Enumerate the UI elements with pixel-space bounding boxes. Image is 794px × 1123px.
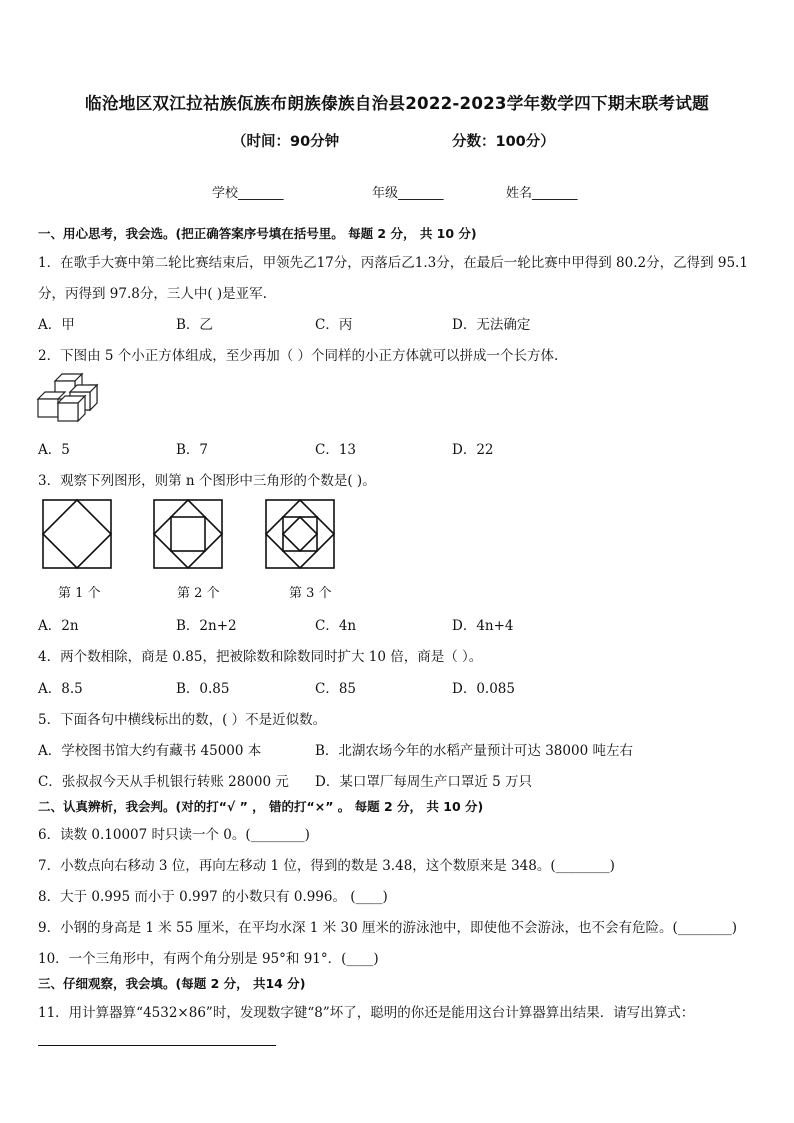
q4-text: 4．两个数相除，商是 0.85，把被除数和除数同时扩大 10 倍，商是（ ）。 (38, 649, 483, 665)
pattern-figure-2 (153, 499, 223, 569)
q7-text: 7．小数点向右移动 3 位，再向左移动 1 位，得到的数是 3.48，这个数原来是 348。(________) (38, 858, 615, 874)
q3-option-c[interactable]: C．4n (315, 618, 357, 634)
q3-option-d[interactable]: D．4n+4 (452, 618, 514, 634)
q4-option-d[interactable]: D．0.085 (452, 681, 515, 697)
q1-line1: 1．在歌手大赛中第二轮比赛结束后，甲领先乙17分，丙落后乙1.3分，在最后一轮比赛中甲得到 80.2分，乙得到 95.1 (38, 255, 748, 271)
q1-option-d[interactable]: D．无法确定 (452, 317, 531, 333)
q5-option-b[interactable]: B．北湖农场今年的水稻产量预计可达 38000 吨左右 (315, 743, 633, 759)
q2-option-d[interactable]: D．22 (452, 442, 494, 458)
q1-option-c[interactable]: C．丙 (315, 317, 353, 333)
q5-text: 5．下面各句中横线标出的数，( ）不是近似数。 (38, 712, 327, 728)
figure-caption-1: 第 1 个 (58, 586, 101, 601)
exam-time: （时间：90分钟 (232, 134, 340, 150)
q1-option-a[interactable]: A．甲 (38, 317, 75, 333)
pattern-figure-1 (42, 499, 112, 569)
q1-line2: 分，丙得到 97.8分，三人中( )是亚军. (38, 286, 267, 302)
q4-option-b[interactable]: B．0.85 (176, 681, 230, 697)
q4-option-a[interactable]: A．8.5 (38, 681, 83, 697)
q10-text: 10．一个三角形中，有两个角分别是 95°和 91°．(____) (38, 951, 379, 967)
q5-option-d[interactable]: D．某口罩厂每周生产口罩近 5 万只 (315, 774, 532, 790)
q3-text: 3．观察下列图形，则第 n 个图形中三角形的个数是( )。 (38, 473, 376, 489)
grade-field[interactable]: 年级_______ (372, 186, 444, 201)
q2-text: 2．下图由 5 个小正方体组成，至少再加（ ）个同样的小正方体就可以拼成一个长方体. (38, 348, 559, 364)
q8-text: 8．大于 0.995 而小于 0.997 的小数只有 0.996。 (____) (38, 889, 388, 905)
q4-option-c[interactable]: C．85 (315, 681, 357, 697)
school-field[interactable]: 学校_______ (212, 186, 284, 201)
pattern-figure-3 (265, 499, 335, 569)
q11-text: 11．用计算器算“4532×86”时，发现数字键“8”坏了，聪明的你还是能用这台计算器算出结果．请写出算式： (38, 1005, 695, 1021)
q3-option-a[interactable]: A．2n (38, 618, 79, 634)
q2-option-a[interactable]: A．5 (38, 442, 70, 458)
figure-caption-3: 第 3 个 (289, 586, 332, 601)
q2-option-b[interactable]: B．7 (176, 442, 209, 458)
q9-text: 9．小钢的身高是 1 米 55 厘米，在平均水深 1 米 30 厘米的游泳池中，即使他不会游泳，也不会有危险。(________) (38, 920, 737, 936)
q5-option-c[interactable]: C．张叔叔今天从手机银行转账 28000 元 (38, 774, 289, 790)
q5-option-a[interactable]: A．学校图书馆大约有藏书 45000 本 (38, 743, 262, 759)
q6-text: 6．读数 0.10007 时只读一个 0。(________) (38, 827, 310, 843)
section1-header: 一、用心思考，我会选。(把正确答案序号填在括号里。 每题 2 分， 共 10 分) (38, 226, 477, 241)
section3-header: 三、仔细观察，我会填。(每题 2 分， 共14 分) (38, 976, 306, 991)
exam-score: 分数：100分） (452, 134, 555, 150)
cubes-figure (36, 372, 102, 426)
page-title: 临沧地区双江拉祜族佤族布朗族傣族自治县2022-2023学年数学四下期末联考试题 (85, 94, 709, 113)
q2-option-c[interactable]: C．13 (315, 442, 357, 458)
figure-caption-2: 第 2 个 (177, 586, 220, 601)
section2-header: 二、认真辨析，我会判。(对的打“√ ” ， 错的打“×” 。 每题 2 分， 共 10 分) (38, 799, 484, 814)
q3-option-b[interactable]: B．2n+2 (176, 618, 237, 634)
q1-option-b[interactable]: B．乙 (176, 317, 213, 333)
name-field[interactable]: 姓名_______ (506, 186, 578, 201)
q11-answer-line[interactable] (38, 1045, 276, 1046)
